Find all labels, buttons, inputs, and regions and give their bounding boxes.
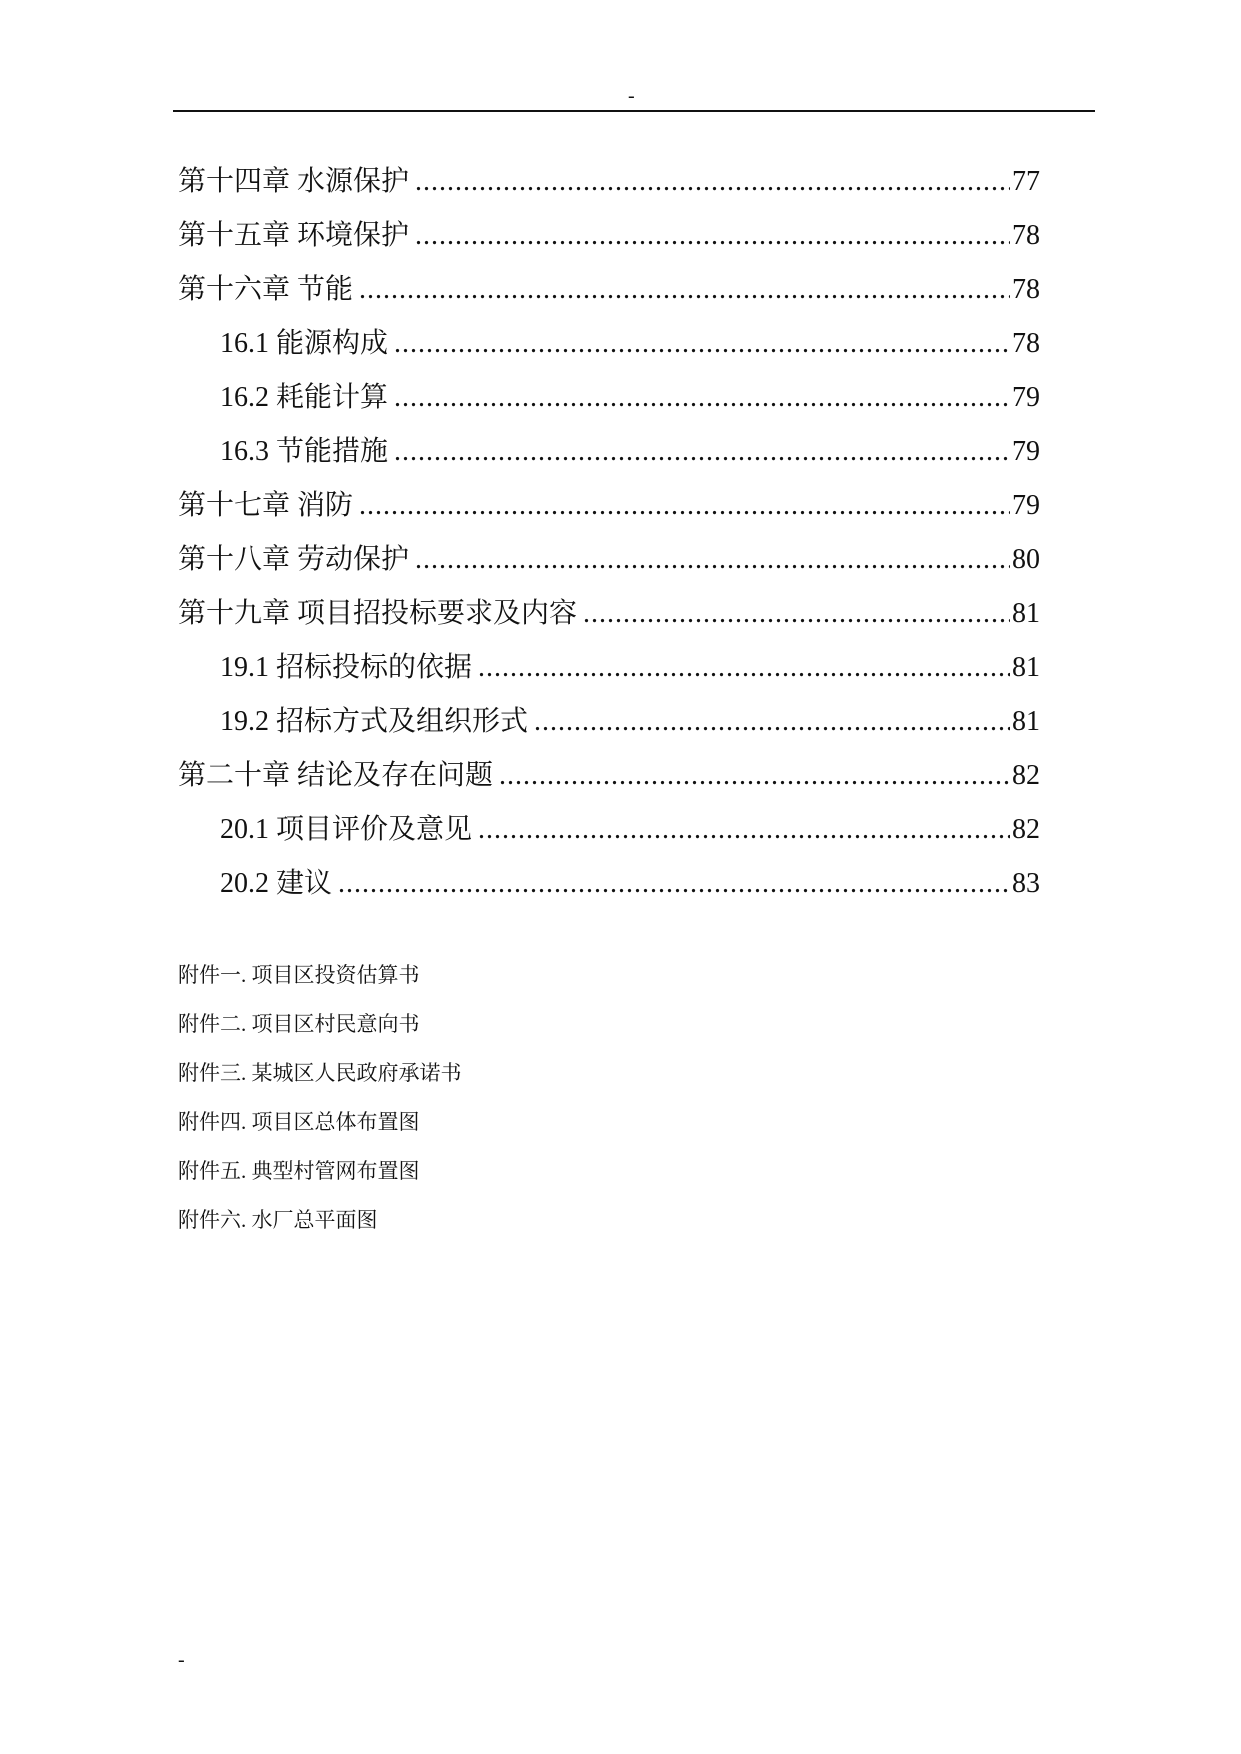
- toc-entry-page: 77: [1012, 166, 1040, 197]
- toc-entry[interactable]: [178, 540, 1040, 594]
- toc-entry-page: 79: [1012, 382, 1040, 413]
- footer-mark: -: [178, 1649, 185, 1671]
- toc-leader-dots: [359, 270, 1010, 310]
- toc-leader-dots: [338, 864, 1010, 904]
- toc-entry[interactable]: [178, 648, 1040, 702]
- toc-entry-label: 第十六章 节能: [178, 274, 354, 305]
- toc-entry-page: 78: [1012, 328, 1040, 359]
- toc-leader-dots: [415, 162, 1010, 202]
- toc-leader-dots: [415, 216, 1010, 256]
- toc-entry-label: 第十四章 水源保护: [178, 166, 410, 197]
- toc-leader-dots: [394, 432, 1010, 472]
- toc-entry[interactable]: [178, 216, 1040, 270]
- toc-leader-dots: [583, 594, 1010, 634]
- header-mark: -: [628, 85, 635, 107]
- toc-entry-label: 第十八章 劳动保护: [178, 544, 410, 575]
- toc-entry-page: 78: [1012, 220, 1040, 251]
- header-rule: [173, 110, 1095, 112]
- toc-entry-label: 16.3 节能措施: [220, 436, 389, 467]
- toc-entry-label: 16.1 能源构成: [220, 328, 389, 359]
- toc-entry-page: 80: [1012, 544, 1040, 575]
- toc-leader-dots: [394, 378, 1010, 418]
- toc-entry[interactable]: [178, 594, 1040, 648]
- toc-entry[interactable]: [178, 432, 1040, 486]
- toc-entry[interactable]: [178, 486, 1040, 540]
- toc-entry-label: 20.1 项目评价及意见: [220, 814, 473, 845]
- toc-entry-label: 第十九章 项目招投标要求及内容: [178, 598, 578, 629]
- toc-entry-label: 第二十章 结论及存在问题: [178, 760, 494, 791]
- toc-leader-dots: [478, 648, 1010, 688]
- toc-entry-page: 81: [1012, 598, 1040, 629]
- toc-entry[interactable]: [178, 162, 1040, 216]
- toc-entry-page: 78: [1012, 274, 1040, 305]
- toc-entry-page: 79: [1012, 436, 1040, 467]
- toc-entry[interactable]: [178, 378, 1040, 432]
- toc-entry-page: 82: [1012, 814, 1040, 845]
- toc-entry-label: 20.2 建议: [220, 868, 333, 899]
- toc-leader-dots: [394, 324, 1010, 364]
- toc-entry[interactable]: [178, 756, 1040, 810]
- attachment-item: 附件二. 项目区村民意向书: [178, 1012, 420, 1036]
- attachment-list: [178, 960, 462, 1254]
- toc-entry[interactable]: [178, 864, 1040, 918]
- toc-entry-page: 81: [1012, 706, 1040, 737]
- toc-entry-label: 第十五章 环境保护: [178, 220, 410, 251]
- table-of-contents: [178, 162, 1040, 918]
- toc-leader-dots: [534, 702, 1010, 742]
- toc-entry-page: 79: [1012, 490, 1040, 521]
- toc-entry-page: 81: [1012, 652, 1040, 683]
- attachment-item: 附件一. 项目区投资估算书: [178, 963, 420, 987]
- toc-leader-dots: [499, 756, 1010, 796]
- toc-entry-page: 82: [1012, 760, 1040, 791]
- attachment-item: 附件四. 项目区总体布置图: [178, 1110, 420, 1134]
- toc-leader-dots: [415, 540, 1010, 580]
- toc-entry[interactable]: [178, 810, 1040, 864]
- attachment-item: 附件六. 水厂总平面图: [178, 1208, 378, 1232]
- toc-entry[interactable]: [178, 702, 1040, 756]
- toc-entry-page: 83: [1012, 868, 1040, 899]
- toc-entry[interactable]: [178, 324, 1040, 378]
- toc-entry-label: 第十七章 消防: [178, 490, 354, 521]
- attachment-item: 附件三. 某城区人民政府承诺书: [178, 1061, 462, 1085]
- toc-entry-label: 16.2 耗能计算: [220, 382, 389, 413]
- toc-leader-dots: [359, 486, 1010, 526]
- toc-leader-dots: [478, 810, 1010, 850]
- toc-entry[interactable]: [178, 270, 1040, 324]
- attachment-item: 附件五. 典型村管网布置图: [178, 1159, 420, 1183]
- toc-entry-label: 19.2 招标方式及组织形式: [220, 706, 529, 737]
- toc-entry-label: 19.1 招标投标的依据: [220, 652, 473, 683]
